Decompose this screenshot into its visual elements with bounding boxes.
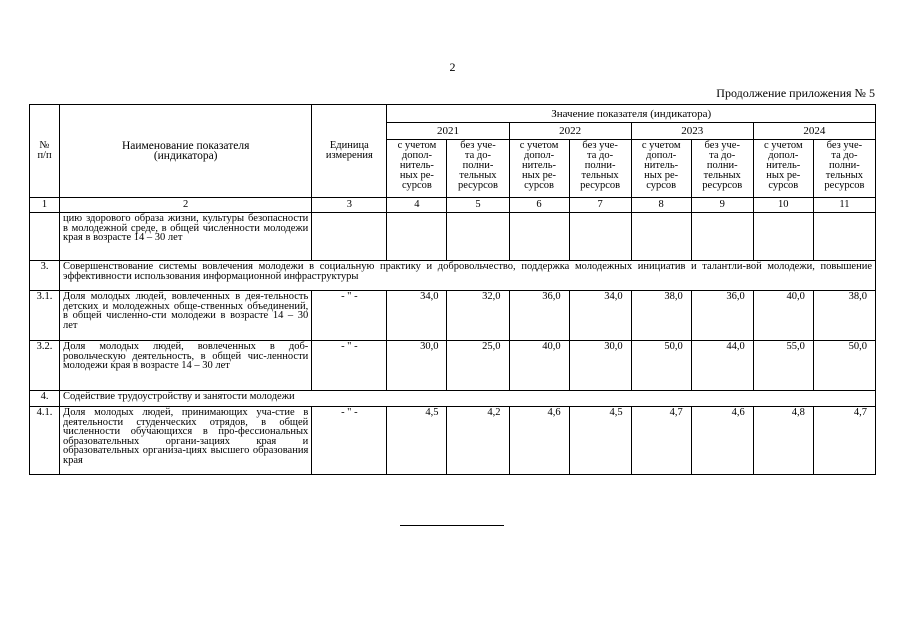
indicator-unit: - " - — [312, 407, 387, 475]
column-number: 11 — [813, 198, 875, 213]
indicator-unit: - " - — [312, 291, 387, 341]
indicator-value: 55,0 — [753, 341, 813, 391]
section-row — [30, 391, 876, 407]
indicator-value: 4,7 — [631, 407, 691, 475]
indicator-value: 38,0 — [631, 291, 691, 341]
row-number: 3.2. — [30, 341, 60, 391]
header-year-2022: 2022 — [509, 123, 631, 140]
column-number: 1 — [30, 198, 60, 213]
table-row — [30, 213, 876, 261]
row-number: 4.1. — [30, 407, 60, 475]
indicator-value — [447, 213, 509, 261]
section-title: Совершенствование системы вовлечения молодежи в социальную практику и добровольчество, поддержка молодежных инициатив и талантли-вой молодежи, повышение эффективности использования информационной инфраструктуры — [60, 261, 876, 291]
indicator-unit: - " - — [312, 341, 387, 391]
page-number: 2 — [449, 60, 456, 74]
indicator-name: Доля молодых людей, принимающих уча-стие в деятельности студенческих отрядов, в общей численности обучающихся в про-фессиональных образовательных органи-зациях края и образовательных организа-циях высшего образования края — [60, 407, 312, 475]
header-unit: Единица измерения — [312, 105, 387, 198]
indicator-value — [509, 213, 569, 261]
column-number: 4 — [387, 198, 447, 213]
column-number: 9 — [691, 198, 753, 213]
indicator-unit — [312, 213, 387, 261]
indicator-value — [753, 213, 813, 261]
indicator-value: 34,0 — [569, 291, 631, 341]
header-without-additional-resources: без уче- та до- полни- тельных ресурсов — [691, 140, 753, 198]
table-row — [30, 341, 876, 391]
column-number: 8 — [631, 198, 691, 213]
indicator-value: 40,0 — [753, 291, 813, 341]
column-number: 3 — [312, 198, 387, 213]
section-row — [30, 261, 876, 291]
indicators-table — [29, 104, 876, 475]
header-with-additional-resources: с учетом допол- нитель- ных ре- сурсов — [631, 140, 691, 198]
indicator-value — [387, 213, 447, 261]
indicator-value: 4,7 — [813, 407, 875, 475]
row-number — [30, 213, 60, 261]
indicator-value: 44,0 — [691, 341, 753, 391]
indicator-value: 50,0 — [631, 341, 691, 391]
indicator-value — [631, 213, 691, 261]
header-with-additional-resources: с учетом допол- нитель- ных ре- сурсов — [509, 140, 569, 198]
indicator-name: Доля молодых людей, вовлеченных в дея-тельность детских и молодежных обще-ственных объединений, в общей численно-сти молодежи в возрасте 14 – 30 лет — [60, 291, 312, 341]
column-number: 7 — [569, 198, 631, 213]
section-title: Содействие трудоустройству и занятости молодежи — [60, 391, 876, 407]
header-year-2023: 2023 — [631, 123, 753, 140]
header-year-2021: 2021 — [387, 123, 509, 140]
indicator-value: 4,8 — [753, 407, 813, 475]
indicator-value: 30,0 — [569, 341, 631, 391]
indicator-value — [569, 213, 631, 261]
column-number: 6 — [509, 198, 569, 213]
table-row — [30, 407, 876, 475]
header-indicator-name: Наименование показателя (индикатора) — [60, 105, 312, 198]
indicator-value — [691, 213, 753, 261]
footer-divider — [400, 525, 504, 526]
header-year-2024: 2024 — [753, 123, 875, 140]
continuation-label: Продолжение приложения № 5 — [716, 86, 875, 100]
header-with-additional-resources: с учетом допол- нитель- ных ре- сурсов — [753, 140, 813, 198]
indicator-value: 34,0 — [387, 291, 447, 341]
indicator-value: 36,0 — [509, 291, 569, 341]
indicator-value: 50,0 — [813, 341, 875, 391]
indicator-value: 4,5 — [569, 407, 631, 475]
indicator-value: 32,0 — [447, 291, 509, 341]
indicator-value: 40,0 — [509, 341, 569, 391]
row-number: 3.1. — [30, 291, 60, 341]
header-without-additional-resources: без уче- та до- полни- тельных ресурсов — [447, 140, 509, 198]
column-number: 10 — [753, 198, 813, 213]
row-number: 3. — [30, 261, 60, 291]
indicator-name: цию здорового образа жизни, культуры безопасности в молодежной среде, в общей численности молодежи края в возрасте 14 – 30 лет — [60, 213, 312, 261]
header-without-additional-resources: без уче- та до- полни- тельных ресурсов — [569, 140, 631, 198]
indicator-value — [813, 213, 875, 261]
indicator-value: 4,6 — [691, 407, 753, 475]
indicator-value: 25,0 — [447, 341, 509, 391]
indicator-value: 38,0 — [813, 291, 875, 341]
header-without-additional-resources: без уче- та до- полни- тельных ресурсов — [813, 140, 875, 198]
column-number: 5 — [447, 198, 509, 213]
header-number: № п/п — [30, 105, 60, 198]
indicator-value: 4,2 — [447, 407, 509, 475]
header-value-group: Значение показателя (индикатора) — [387, 105, 876, 123]
indicator-name: Доля молодых людей, вовлеченных в доб-ровольческую деятельность, в общей чис-ленности молодежи края в возрасте 14 – 30 лет — [60, 341, 312, 391]
row-number: 4. — [30, 391, 60, 407]
indicator-value: 36,0 — [691, 291, 753, 341]
indicator-value: 30,0 — [387, 341, 447, 391]
header-with-additional-resources: с учетом допол- нитель- ных ре- сурсов — [387, 140, 447, 198]
indicator-value: 4,6 — [509, 407, 569, 475]
indicator-value: 4,5 — [387, 407, 447, 475]
table-row — [30, 291, 876, 341]
column-number: 2 — [60, 198, 312, 213]
